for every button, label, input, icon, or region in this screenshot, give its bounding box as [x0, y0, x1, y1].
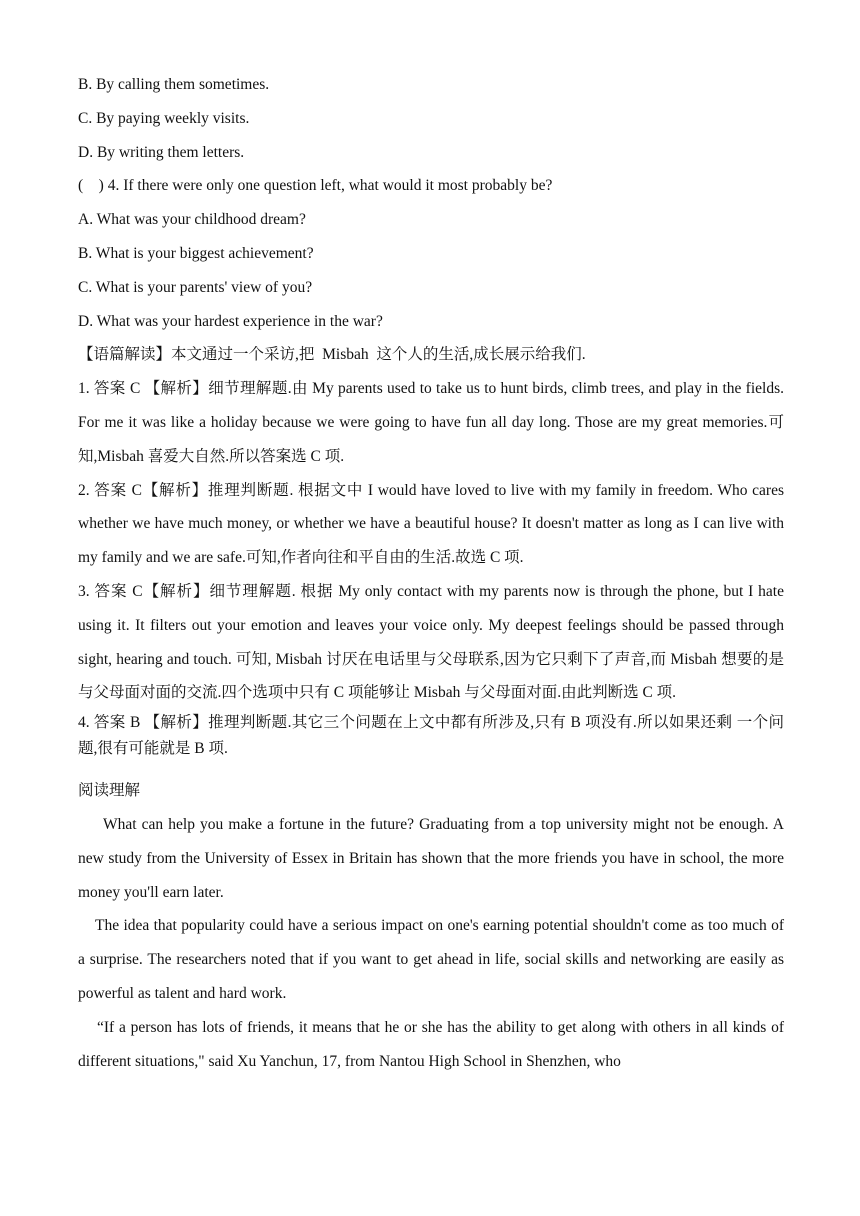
- section-title-reading: 阅读理解: [78, 782, 141, 800]
- q4-option-a: A. What was your childhood dream?: [78, 211, 306, 229]
- document-page: [78, 68, 784, 1078]
- reading-paragraph-2: The idea that popularity could have a serious impact on one's earning potential shouldn't come as too much of a surprise. The researchers noted that if you want to get ahead in life, social skills and networking are easily as powerful as talent and hard work.: [78, 917, 784, 1002]
- answer-3: 3. 答案 C【解析】细节理解题. 根据 My only contact with my parents now is through the phone, but I hate using it. It filters out your emotion and leaves your voice only. My deepest feelings should be passed through sight, hearing and touch. 可知, Misbah 讨厌在电话里与父母联系,因为它只剩下了声音,而 Misbah 想要的是与父母面对面的交流.四个选项中只有 C 项能够让 Misbah 与父母面对面.由此判断选 C 项.: [78, 582, 784, 702]
- passage-analysis-intro: 【语篇解读】本文通过一个采访,把 Misbah 这个人的生活,成长展示给我们.: [78, 346, 586, 364]
- question-4-stem: ( ) 4. If there were only one question left, what would it most probably be?: [78, 177, 553, 195]
- answer-1: 1. 答案 C 【解析】细节理解题.由 My parents used to take us to hunt birds, climb trees, and play in the fields. For me it was like a holiday because we were going to have fun all day long. Those are my great memories.可知,Misbah 喜爱大自然.所以答案选 C 项.: [78, 380, 784, 465]
- q3-option-c: C. By paying weekly visits.: [78, 109, 250, 127]
- reading-paragraph-3: “If a person has lots of friends, it means that he or she has the ability to get along with others in all kinds of different situations," said Xu Yanchun, 17, from Nantou High School in Shenzhen, who: [78, 1018, 784, 1070]
- q4-option-d: D. What was your hardest experience in the war?: [78, 312, 383, 330]
- reading-paragraph-1: What can help you make a fortune in the future? Graduating from a top university might not be enough. A new study from the University of Essex in Britain has shown that the more friends you have in school, the more money you'll earn later.: [78, 815, 784, 901]
- q4-option-c: C. What is your parents' view of you?: [78, 278, 313, 296]
- q3-option-b: B. By calling them sometimes.: [78, 76, 270, 93]
- q4-option-b: B. What is your biggest achievement?: [78, 244, 314, 262]
- answer-2: 2. 答案 C【解析】推理判断题. 根据文中 I would have loved to live with my family in freedom. Who cares whether we have much money, or whether we have a beautiful house? It doesn't matter as long as I can live with my family and we are safe.可知,作者向往和平自由的生活.故选 C 项.: [78, 481, 784, 567]
- q3-option-d: D. By writing them letters.: [78, 143, 245, 161]
- answer-4: 4. 答案 B 【解析】推理判断题.其它三个问题在上文中都有所涉及,只有 B 项没有.所以如果还剩 一个问题,很有可能就是 B 项.: [78, 714, 784, 758]
